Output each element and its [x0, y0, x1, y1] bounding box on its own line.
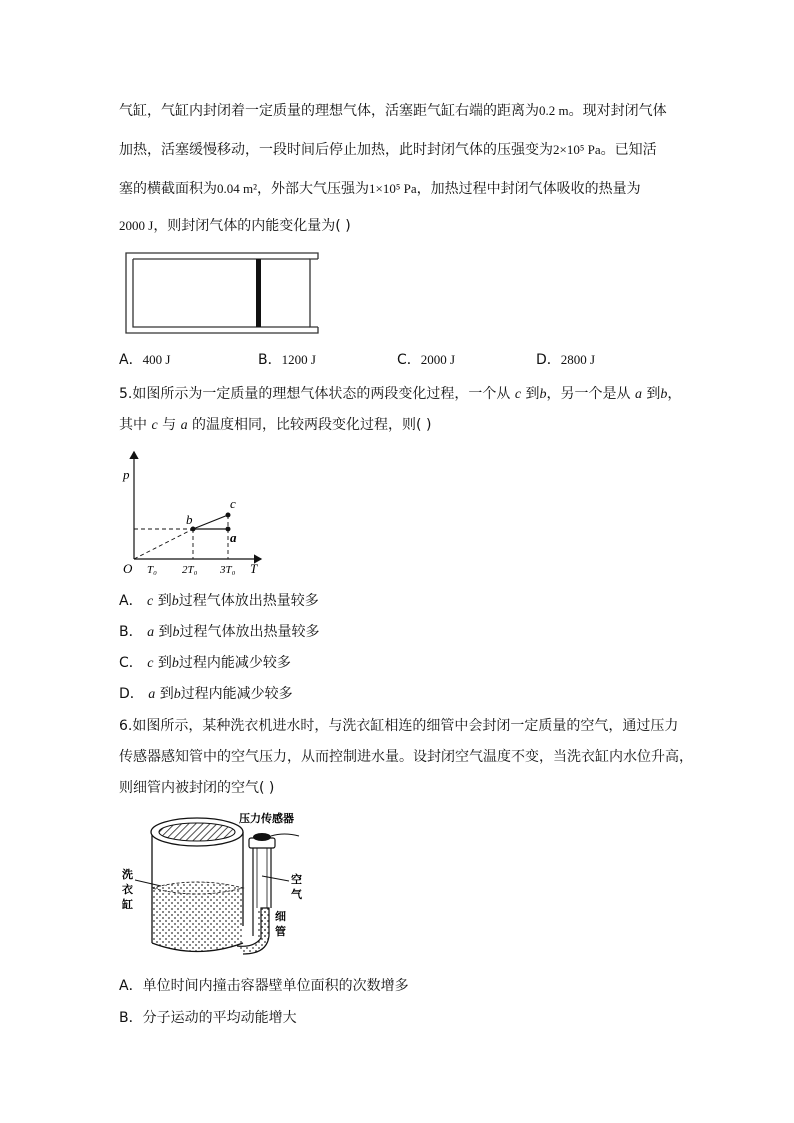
water-in-tank — [152, 888, 243, 952]
pressure-sensor-knob — [253, 833, 271, 841]
sensor-label: 压力传感器 — [239, 813, 294, 825]
dashed-line-origin-to-b — [134, 529, 193, 559]
atm-pressure-value: 1×10⁵ Pa — [369, 181, 417, 196]
tube-water — [257, 908, 267, 938]
q5-text-line-1: 5.如图所示为一定质量的理想气体状态的两段变化过程，一个从 c 到b，另一个是从 a 到b， — [119, 386, 682, 402]
q4-option-c[interactable]: C．2000 J — [397, 352, 456, 368]
point-b-label: b — [186, 512, 193, 527]
area-value: 0.04 m² — [217, 181, 258, 196]
q5-text-line-2: 其中 c 与 a 的温度相同，比较两段变化过程，则( ) — [119, 417, 432, 433]
q5-option-b[interactable]: B． a 到b过程气体放出热量较多 — [119, 624, 320, 640]
tank-label-3: 缸 — [122, 899, 133, 911]
q4-text-line-3: 塞的横截面积为0.04 m²，外部大气压强为1×10⁵ Pa，加热过程中封闭气体吸收的热量为 — [119, 181, 641, 197]
q6-option-a[interactable]: A．单位时间内撞击容器壁单位面积的次数增多 — [119, 978, 409, 994]
tank-label-2: 衣 — [122, 884, 133, 896]
q6-option-b[interactable]: B．分子运动的平均动能增大 — [119, 1010, 297, 1026]
cylinder-inner-left — [133, 259, 310, 327]
air-label-1: 空 — [291, 874, 302, 886]
q4-option-b[interactable]: B．1200 J — [258, 352, 316, 368]
point-c-dot — [226, 513, 231, 518]
q4-option-d[interactable]: D．2800 J — [536, 352, 596, 368]
pressure-value: 2×10⁵ Pa — [553, 142, 601, 157]
tick-2t0: 2T₀ — [182, 564, 198, 576]
q4-text-line-2: 加热，活塞缓慢移动，一段时间后停止加热，此时封闭气体的压强变为2×10⁵ Pa。已知活 — [119, 142, 657, 158]
tube-label-2: 管 — [275, 926, 286, 938]
washing-machine-figure — [119, 808, 309, 968]
point-a-label: a — [230, 530, 237, 545]
air-label-pointer — [262, 876, 289, 881]
tank-label-1: 洗 — [122, 869, 133, 881]
x-axis-label: T — [250, 561, 258, 576]
q6-text-line-2: 传感器感知管中的空气压力，从而控制进水量。设封闭空气温度不变，当洗衣缸内水位升高， — [119, 749, 693, 765]
tube-label-1: 细 — [275, 911, 286, 923]
q5-option-d[interactable]: D． a 到b过程内能减少较多 — [119, 686, 293, 702]
tick-3t0: 3T₀ — [220, 564, 236, 576]
q4-text-line-4: 2000 J，则封闭气体的内能变化量为( ) — [119, 218, 351, 234]
heat-value: 2000 J — [119, 218, 154, 233]
tick-t0: T₀ — [147, 564, 157, 576]
point-c-label: c — [230, 496, 236, 511]
q5-option-c[interactable]: C． c 到b过程内能减少较多 — [119, 655, 291, 671]
tank-lid-hatched — [159, 823, 235, 841]
q5-option-a[interactable]: A． c 到b过程气体放出热量较多 — [119, 593, 319, 609]
process-line-c-to-b — [193, 515, 228, 529]
cylinder-outer-wall — [126, 253, 318, 333]
air-label-2: 气 — [291, 889, 302, 901]
distance-value: 0.2 m — [539, 103, 569, 118]
sensor-wire — [271, 834, 299, 836]
q6-text-line-3: 则细管内被封闭的空气( ) — [119, 780, 275, 796]
origin-label: O — [123, 561, 133, 576]
tank-label-pointer — [135, 880, 161, 886]
piston — [256, 259, 261, 327]
q4-option-a[interactable]: A．400 J — [119, 352, 171, 368]
q6-text-line-1: 6.如图所示，某种洗衣机进水时，与洗衣缸相连的细管中会封闭一定质量的空气，通过压力 — [119, 718, 679, 734]
cylinder-inner-wall — [310, 259, 318, 327]
cylinder-piston-figure — [124, 249, 324, 339]
point-b-dot — [191, 527, 196, 532]
p-t-graph — [118, 449, 278, 579]
q4-text-line-1: 气缸，气缸内封闭着一定质量的理想气体，活塞距气缸右端的距离为0.2 m。现对封闭气体 — [119, 103, 667, 119]
y-axis-label: p — [123, 467, 130, 482]
